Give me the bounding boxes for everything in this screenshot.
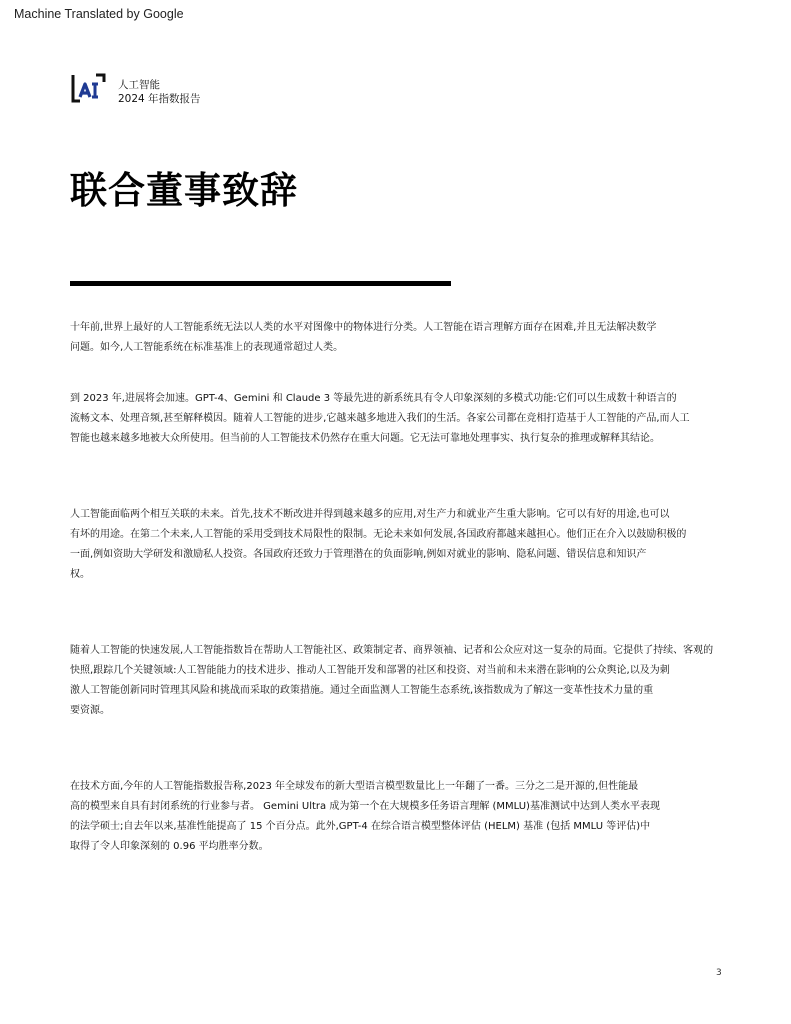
paragraph-line: 流畅文本、处理音频,甚至解释模因。随着人工智能的进步,它越来越多地进入我们的生活。各家公司都在竞相打造基于人工智能的产品,而人工: [70, 413, 690, 424]
paragraph-line: 到 2023 年,进展将会加速。GPT-4、Gemini 和 Claude 3 等最先进的新系统具有令人印象深刻的多模式功能:它们可以生成数十种语言的: [70, 393, 677, 404]
report-name-line1: 人工智能: [118, 79, 160, 91]
translation-note: Machine Translated by Google: [14, 7, 184, 21]
paragraph-line: 人工智能面临两个相互关联的未来。首先,技术不断改进并得到越来越多的应用,对生产力和就业产生重大影响。它可以有好的用途,也可以: [70, 509, 670, 520]
paragraph-line: 的法学硕士;自去年以来,基准性能提高了 15 个百分点。此外,GPT-4 在综合语言模型整体评估 (HELM) 基准 (包括 MMLU 等评估)中: [70, 821, 651, 832]
paragraph-line: 快照,跟踪几个关键领域:人工智能能力的技术进步、推动人工智能开发和部署的社区和投资、对当前和未来潜在影响的公众舆论,以及为刺: [70, 665, 670, 676]
paragraph-2: [70, 389, 720, 449]
paragraph-line: 一面,例如资助大学研发和激励私人投资。各国政府还致力于管理潜在的负面影响,例如对就业的影响、隐私问题、错误信息和知识产: [70, 549, 647, 560]
paragraph-line: 十年前,世界上最好的人工智能系统无法以人类的水平对图像中的物体进行分类。人工智能在语言理解方面存在困难,并且无法解决数学: [70, 322, 657, 333]
report-name-line2: 2024 年指数报告: [118, 93, 201, 105]
paragraph-line: 智能也越来越多地被大众所使用。但当前的人工智能技术仍然存在重大问题。它无法可靠地处理事实、执行复杂的推理或解释其结论。: [70, 433, 660, 444]
title-divider: [70, 281, 451, 286]
paragraph-line: 随着人工智能的快速发展,人工智能指数旨在帮助人工智能社区、政策制定者、商界领袖、记者和公众应对这一复杂的局面。它提供了持续、客观的: [70, 645, 714, 656]
paragraph-line: 问题。如今,人工智能系统在标准基准上的表现通常超过人类。: [70, 342, 344, 353]
paragraph-1: [70, 318, 720, 358]
paragraph-line: 有坏的用途。在第二个未来,人工智能的采用受到技术局限性的限制。无论未来如何发展,各国政府都越来越担心。他们正在介入以鼓励积极的: [70, 529, 687, 540]
paragraph-line: 要资源。: [70, 705, 110, 716]
paragraph-line: 权。: [70, 569, 90, 580]
paragraph-3: [70, 505, 720, 585]
page-title: 联合董事致辞: [70, 169, 298, 212]
paragraph-4: [70, 641, 720, 721]
paragraph-line: 在技术方面,今年的人工智能指数报告称,2023 年全球发布的新大型语言模型数量比上一年翻了一番。三分之二是开源的,但性能最: [70, 781, 639, 792]
paragraph-5: [70, 777, 720, 857]
page-number: 3: [716, 968, 722, 978]
report-name: [118, 78, 201, 106]
ai-index-logo-icon: [70, 72, 108, 104]
paragraph-line: 激人工智能创新同时管理其风险和挑战而采取的政策措施。通过全面监测人工智能生态系统,该指数成为了解这一变革性技术力量的重: [70, 685, 654, 696]
paragraph-line: 取得了令人印象深刻的 0.96 平均胜率分数。: [70, 841, 269, 852]
paragraph-line: 高的模型来自具有封闭系统的行业参与者。 Gemini Ultra 成为第一个在大规模多任务语言理解 (MMLU)基准测试中达到人类水平表现: [70, 801, 660, 812]
